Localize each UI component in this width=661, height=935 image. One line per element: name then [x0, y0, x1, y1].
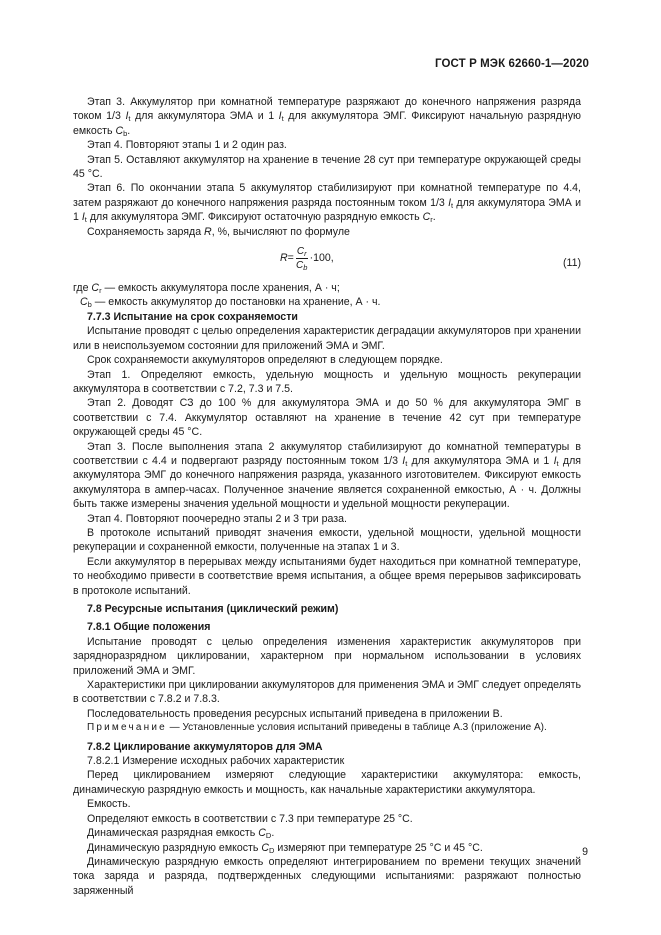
paragraph-dynamic-cap-def: Динамическую разрядную емкость определяют интегрированием по времени текущих значений тока заряда и разряда, подтвержденных следующими испытаниями: разряжают полностью заряженный — [73, 855, 581, 897]
note — [73, 721, 581, 735]
where-cr: где $C_r$ — емкость аккумулятора после хранения, А · ч; — [73, 282, 340, 296]
formula-expression: R = $\frac{C_r}{C_b}$ ·100, — [280, 246, 334, 273]
paragraph-stage2: Этап 2. Доводят СЗ до 100 % для аккумулятора ЭМА и до 50 % для аккумулятора ЭМГ в соответствии с 7.4. Аккумулятор оставляют на хранение в течение 42 сут при температуре окружающей среды 45 °С. — [73, 397, 581, 439]
paragraph-dynamic-cap-temp: Динамическую разрядную емкость $C_D$ измеряют при температуре 25 °С и 45 °С. — [87, 841, 483, 855]
paragraph-cycling-chars: Характеристики при циклировании аккумуляторов для применения ЭМА и ЭМГ следует определять в соответствии с 7.8.2 и 7.8.3. — [73, 679, 581, 706]
note-label: Примечание — [87, 722, 167, 734]
paragraph-stage3b: Этап 3. После выполнения этапа 2 аккумулятор стабилизируют до комнатной температуры в соответствии с 4.4 и подвергают разряду постоянным током 1/3 $I_t$ для аккумулятора ЭМА и 1 $I_t$ для аккумулятора ЭМГ до конечного напряжения разряда, указанного изготовителем. Фиксируют емкость аккумулятора в ампер-часах. Полученное значение является сохраненной емкостью, А · ч. Должны быть также измерены значения удельной мощности и удельной мощности рекуперации. — [73, 440, 581, 511]
formula-11 — [73, 243, 581, 279]
paragraph-stage3: Этап 3. Аккумулятор при комнатной температуре разряжают до конечного напряжения разряда током 1/3 $I_t$ для аккумулятора ЭМА и 1 $I_t$ для аккумулятора ЭМГ. Фиксируют начальную разрядную емкость $C_b$. — [73, 96, 581, 138]
formula-fraction: $\frac{C_r}{C_b}$ — [296, 246, 308, 273]
page-body — [73, 95, 581, 898]
paragraph-before-cycling: Перед циклированием измеряют следующие характеристики аккумулятора: емкость, динамическую разрядную емкость и мощность, как начальные характеристики аккумулятора. — [73, 769, 581, 796]
paragraph-charge-retention: Сохраняемость заряда R, %, вычисляют по формуле — [87, 225, 350, 238]
paragraph-protocol: В протоколе испытаний приводят значения емкости, удельной мощности, удельной мощности рекуперации и сохраненной емкости, полученные на этапах 1 и 3. — [73, 526, 581, 554]
paragraph-purpose: Испытание проводят с целью определения характеристик деградации аккумуляторов при хранении или в неиспользуемом состоянии для приложений ЭМА и ЭМГ. — [73, 325, 581, 352]
paragraph-stage1: Этап 1. Определяют емкость, удельную мощность и удельную мощность рекуперации аккумулятора в соответствии с 7.2, 7.3 и 7.5. — [73, 368, 581, 395]
heading-7-8-2-1: 7.8.2.1 Измерение исходных рабочих характеристик — [87, 755, 345, 768]
paragraph-cycling-purpose: Испытание проводят с целью определения изменения характеристик аккумуляторов при зарядноразрядном циклировании, характерном при нормальном использовании в условиях приложений ЭМА и ЭМГ. — [73, 635, 581, 677]
paragraph-stage4b: Этап 4. Повторяют поочередно этапы 2 и 3 три раза. — [87, 512, 347, 525]
heading-7-8: 7.8 Ресурсные испытания (циклический режим) — [87, 603, 339, 615]
paragraph-order: Срок сохраняемости аккумуляторов определяют в следующем порядке. — [87, 354, 443, 367]
heading-7-8-2: 7.8.2 Циклирование аккумуляторов для ЭМА — [87, 740, 323, 753]
paragraph-breaks: Если аккумулятор в перерывах между испытаниями будет находиться при комнатной температуре, то необходимо привести в соответствие время испытания, а общее время перерывов зафиксировать в протоколе испытаний. — [73, 555, 581, 597]
paragraph-stage4: Этап 4. Повторяют этапы 1 и 2 один раз. — [87, 139, 287, 152]
paragraph-stage6: Этап 6. По окончании этапа 5 аккумулятор стабилизируют при комнатной температуре по 4.4, затем разряжают до конечного напряжения разряда постоянным током 1/3 $I_t$ для аккумулятора ЭМА и 1 $I_t$ для аккумулятора ЭМГ. Фиксируют остаточную разрядную емкость $C_r$. — [73, 182, 582, 225]
heading-7-8-1: 7.8.1 Общие положения — [87, 621, 211, 634]
formula-number: (11) — [562, 257, 581, 270]
where-cb: $C_b$ — емкость аккумулятор до постановки на хранение, А · ч. — [80, 296, 381, 310]
paragraph-capacity: Емкость. — [87, 798, 131, 811]
heading-7-7-3: 7.7.3 Испытание на срок сохраняемости — [87, 310, 298, 323]
paragraph-dynamic-cap: Динамическая разрядная емкость $C_D$. — [87, 827, 275, 841]
note-text: — Установленные условия испытаний приведены в таблице А.3 (приложение А). — [166, 722, 547, 734]
paragraph-stage5: Этап 5. Оставляют аккумулятор на хранение в течение 28 сут при температуре окружающей среды 45 °С. — [73, 153, 581, 181]
paragraph-capacity-det: Определяют емкость в соответствии с 7.3 при температуре 25 °С. — [87, 812, 413, 825]
standard-header: ГОСТ Р МЭК 62660-1—2020 — [435, 58, 589, 70]
page-number: 9 — [582, 846, 588, 858]
paragraph-sequence: Последовательность проведения ресурсных испытаний приведена в приложении В. — [87, 707, 503, 720]
